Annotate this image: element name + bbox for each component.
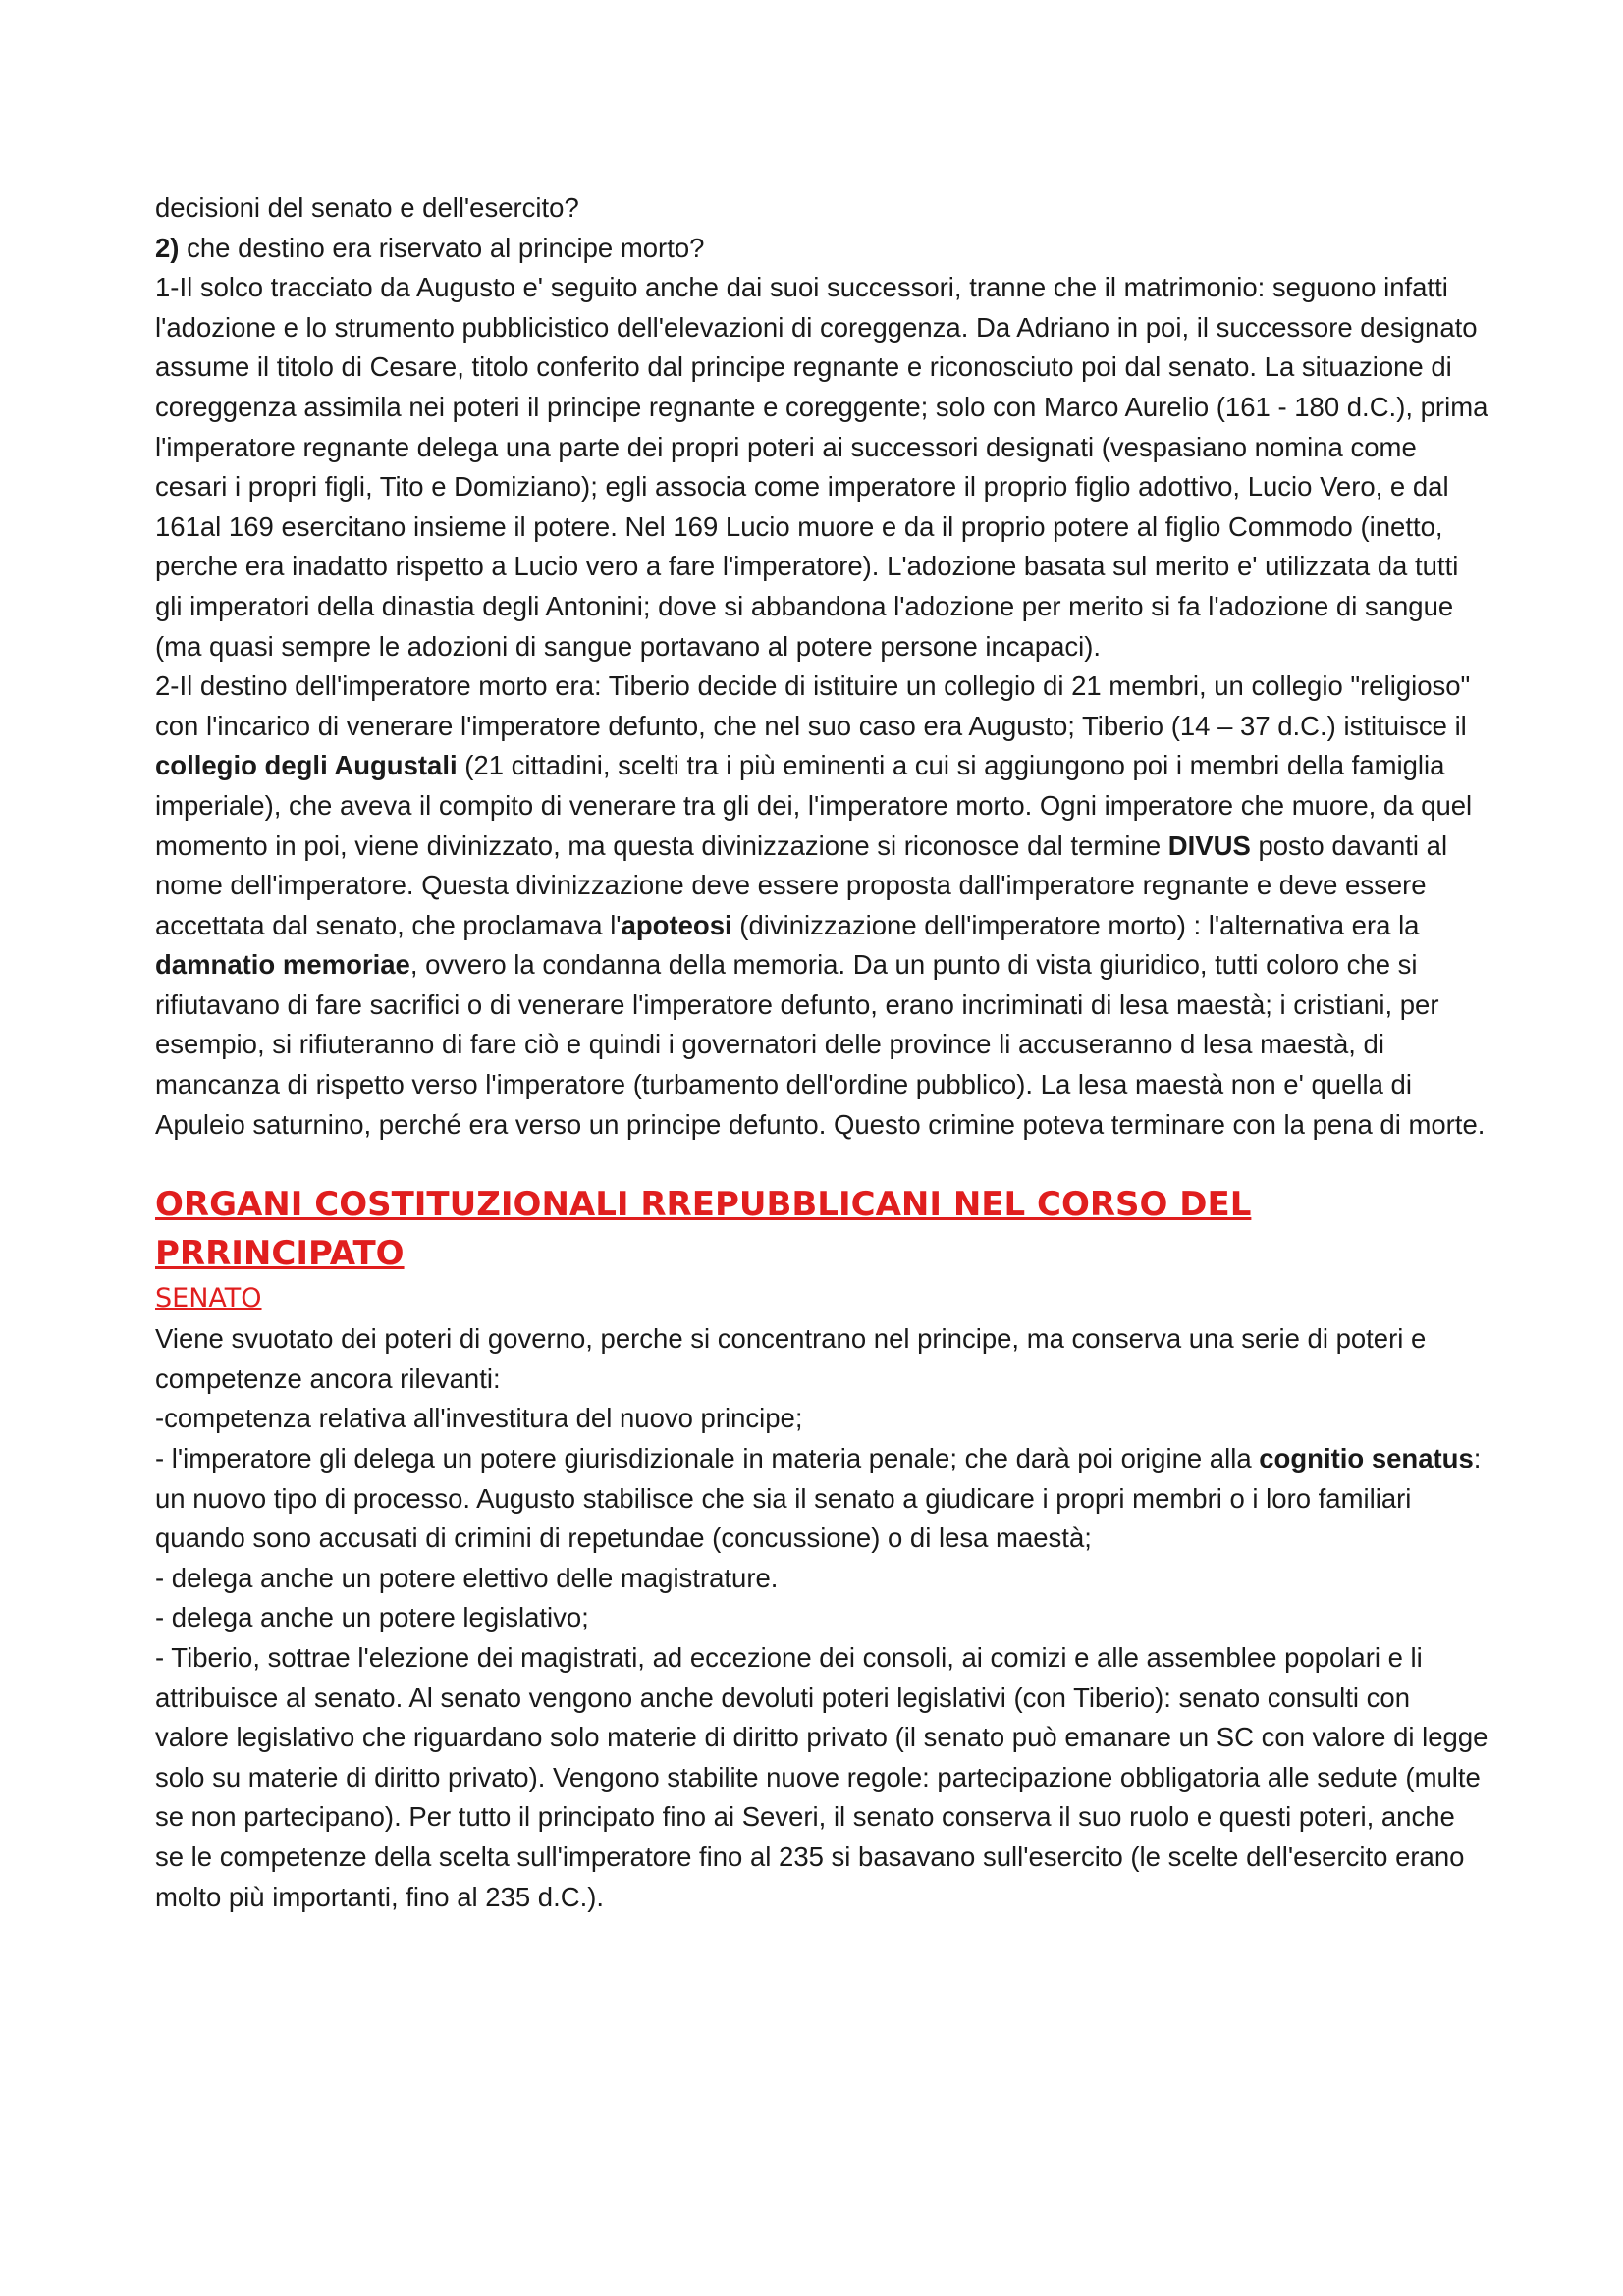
bold-term: damnatio memoriae (155, 949, 410, 981)
senato-item-1: -competenza relativa all'investitura del nuovo principe; (155, 1403, 803, 1434)
senato-item-5: - Tiberio, sottrae l'elezione dei magistrati, ad eccezione dei consoli, ai comizi e alle assemblee popolari e li attribuisce al senato. Al senato vengono anche devoluti poteri legislativi (con Tiberio): senato consulti con valore legislativo che riguardano solo materie di diritto privato (il senato può emanare un SC con valore di legge solo su materie di diritto privato). Vengono stabilite nuove regole: partecipazione obbligatoria alle sedute (multe se non partecipano). Per tutto il principato fino ai Severi, il senato conserva il suo ruolo e questi poteri, anche se le competenze della scelta sull'imperatore fino al 235 si basavano sull'esercito (le scelte dell'esercito erano molto più importanti, fino al 235 d.C.). (155, 1642, 1488, 1912)
section-heading-line-2: PRRINCIPATO (155, 1234, 405, 1274)
senato-item-2-text: : un nuovo tipo di processo. Augusto stabilisce che sia il senato a giudicare i propri membri o i loro familiari quando sono accusati di crimini di repetundae (concussione) o di lesa maestà; (155, 1443, 1482, 1554)
bold-term: collegio degli Augustali (155, 750, 458, 781)
subheading-senato: SENATO (155, 1283, 262, 1314)
bold-term: cognitio senatus (1259, 1443, 1474, 1474)
answer-2-text: (divinizzazione dell'imperatore morto) : l'alternativa era la (731, 909, 1420, 940)
section-heading-line-1: ORGANI COSTITUZIONALI RREPUBBLICANI NEL CORSO DEL (155, 1185, 1252, 1225)
bold-term: DIVUS (1167, 829, 1251, 861)
answer-1: 1-Il solco tracciato da Augusto e' seguito anche dai suoi successori, tranne che il matrimonio: seguono infatti l'adozione e lo strumento pubblicistico dell'elevazioni di coreggenza. Da Adriano in poi, il successore designato assume il titolo di Cesare, titolo conferito dal principe regnante e riconosciuto poi dal senato. La situazione di coreggenza assimila nei poteri il principe regnante e coreggente; solo con Marco Aurelio (161 - 180 d.C.), prima l'imperatore regnante delega una parte dei propri poteri ai successori designati (vespasiano nomina come cesari i propri figli, Tito e Domiziano); egli associa come imperatore il proprio figlio adottivo, Lucio Vero, e dal 161al 169 esercitano insieme il potere. Nel 169 Lucio muore e da il proprio potere al figlio Commodo (inetto, perche era inadatto rispetto a Lucio vero a fare l'imperatore). L'adozione basata sul merito e' utilizzata da tutti gli imperatori della dinastia degli Antonini; dove si abbandona l'adozione per merito si fa l'adozione di sangue (ma quasi sempre le adozioni di sangue portavano al potere persone incapaci). (155, 272, 1488, 662)
question-continuation: decisioni del senato e dell'esercito? (155, 192, 579, 223)
senato-item-4: - delega anche un potere legislativo; (155, 1602, 589, 1633)
answer-2-text: (21 cittadini, scelti tra i più eminenti a cui si aggiungono poi i membri della famiglia imperiale), che aveva il compito di venerare tra gli dei, l'imperatore morto. Ogni imperatore che muore, da quel momento in poi, viene divinizzato, ma questa divinizzazione si riconosce dal termine (155, 750, 1473, 861)
senato-item-3: - delega anche un potere elettivo delle magistrature. (155, 1562, 779, 1593)
bold-term: apoteosi (621, 909, 732, 940)
answer-2-text: , ovvero la condanna della memoria. Da un punto di vista giuridico, tutti coloro che si rifiutavano di fare sacrifici o di venerare l'imperatore defunto, erano incriminati di lesa maestà; i cristiani, per esempio, si rifiuteranno di fare ciò e quindi i governatori delle province li accuseranno d lesa maestà, di mancanza di rispetto verso l'imperatore (turbamento dell'ordine pubblico). La lesa maestà non e' quella di Apuleio saturnino, perché era verso un principe defunto. Questo crimine poteva terminare con la pena di morte. (155, 949, 1486, 1140)
answer-2-text: 2-Il destino dell'imperatore morto era: Tiberio decide di istituire un collegio di 21 membri, un collegio "religioso" con l'incarico di venerare l'imperatore defunto, che nel suo caso era Augusto; Tiberio (14 – 37 d.C.) istituisce il (155, 670, 1471, 741)
question-number: 2) (155, 232, 180, 263)
senato-item-2-text: - l'imperatore gli delega un potere giurisdizionale in materia penale; che darà poi origine alla (155, 1443, 1260, 1474)
question-2 (155, 229, 1490, 269)
answer-2 (155, 667, 1490, 1145)
section-heading (155, 1180, 1490, 1278)
question-text: che destino era riservato al principe morto? (179, 232, 705, 263)
document-page (155, 188, 1490, 1917)
senato-item-2 (155, 1439, 1490, 1559)
senato-intro: Viene svuotato dei poteri di governo, perche si concentrano nel principe, ma conserva una serie di poteri e competenze ancora rilevanti: (155, 1323, 1427, 1394)
answer-2-text: posto davanti al nome dell'imperatore. Questa divinizzazione deve essere proposta dall'imperatore regnante e deve essere accettata dal senato, che proclamava l' (155, 829, 1448, 940)
